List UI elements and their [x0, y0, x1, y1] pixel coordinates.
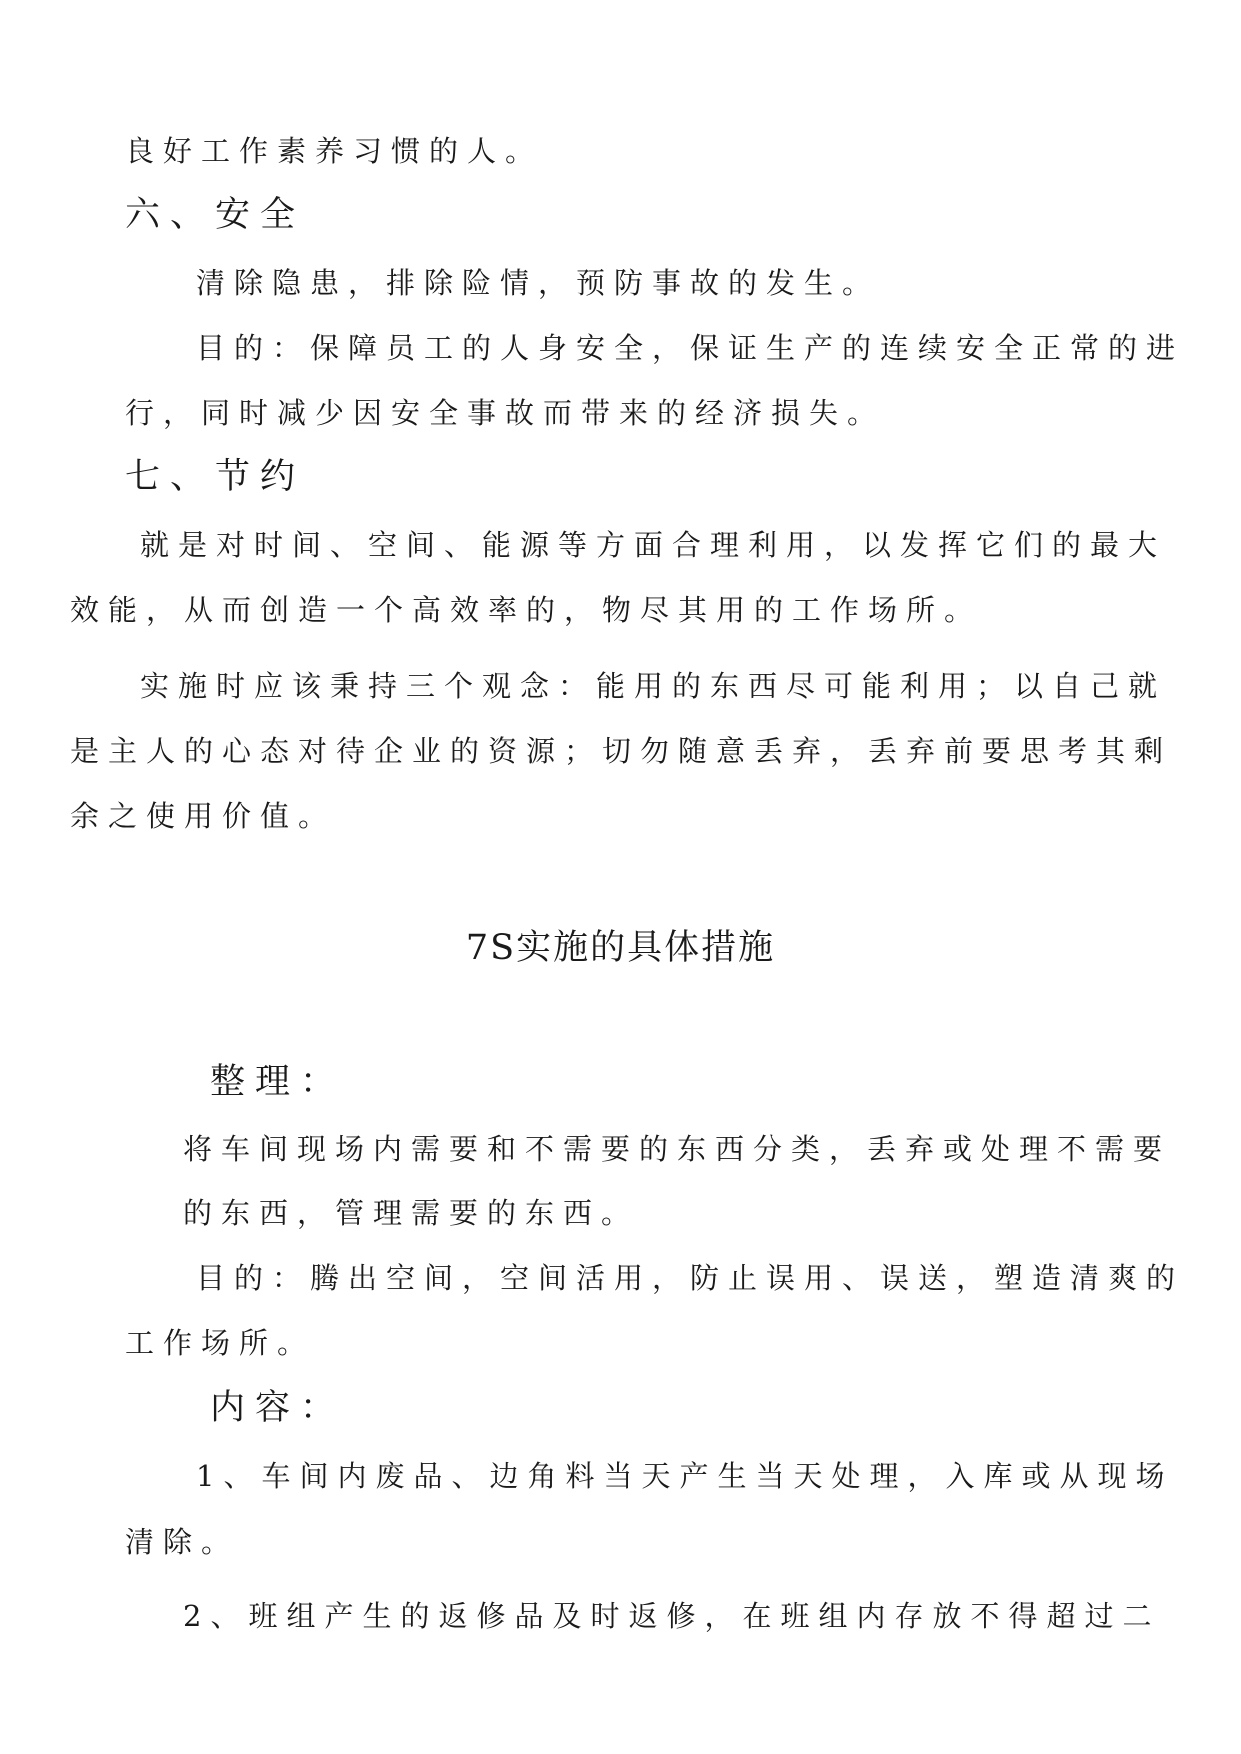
paragraph-line: 是主人的心态对待企业的资源；切勿随意丢弃，丢弃前要思考其剩 — [70, 734, 1173, 768]
section-heading-safety: 六、安全 — [125, 195, 306, 235]
paragraph-line: 将车间现场内需要和不需要的东西分类，丢弃或处理不需要 — [183, 1132, 1172, 1166]
subheading-sort: 整理： — [210, 1062, 346, 1102]
subheading-content: 内容： — [210, 1388, 346, 1428]
paragraph-line: 行，同时减少因安全事故而带来的经济损失。 — [125, 396, 886, 430]
paragraph-line: 目的：保障员工的人身安全，保证生产的连续安全正常的进 — [196, 331, 1185, 365]
paragraph-line: 目的：腾出空间，空间活用，防止误用、误送，塑造清爽的 — [196, 1261, 1185, 1295]
list-item: 2、班组产生的返修品及时返修，在班组内存放不得超过二 — [183, 1599, 1161, 1633]
paragraph-line: 实施时应该秉持三个观念：能用的东西尽可能利用；以自己就 — [140, 669, 1167, 703]
paragraph-line: 良好工作素养习惯的人。 — [125, 134, 544, 168]
paragraph-line: 的东西，管理需要的东西。 — [183, 1196, 640, 1230]
paragraph-line: 工作场所。 — [125, 1326, 316, 1360]
paragraph-line: 就是对时间、空间、能源等方面合理利用，以发挥它们的最大 — [140, 528, 1167, 562]
paragraph-line: 清除。 — [125, 1525, 240, 1559]
list-item: 1、车间内废品、边角料当天产生当天处理，入库或从现场 — [196, 1459, 1174, 1493]
page-title: 7S实施的具体措施 — [465, 928, 776, 968]
paragraph-line: 效能，从而创造一个高效率的，物尽其用的工作场所。 — [70, 593, 983, 627]
paragraph-line: 清除隐患，排除险情，预防事故的发生。 — [196, 266, 881, 300]
paragraph-line: 余之使用价值。 — [70, 799, 337, 833]
section-heading-saving: 七、节约 — [125, 457, 306, 497]
